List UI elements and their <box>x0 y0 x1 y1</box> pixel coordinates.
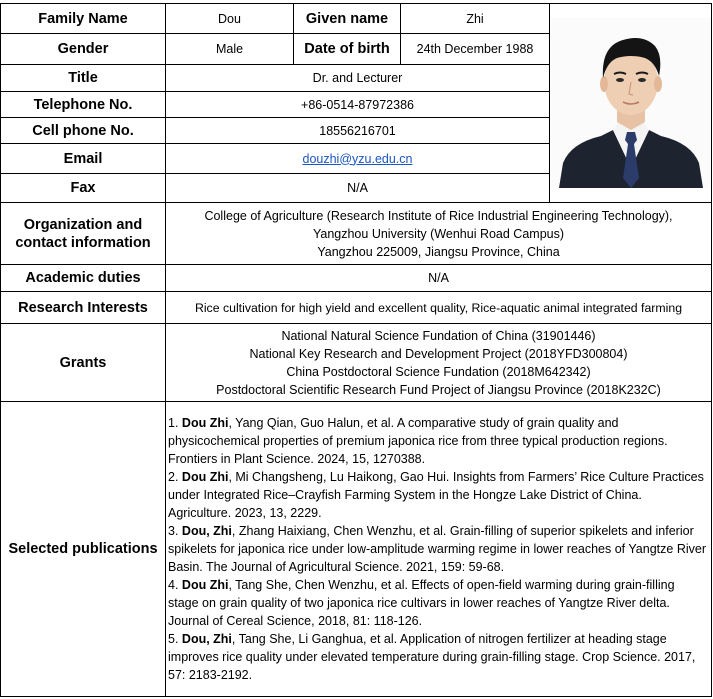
research-interests-label: Research Interests <box>1 292 166 324</box>
email-link[interactable]: douzhi@yzu.edu.cn <box>302 151 413 166</box>
dob-value: 24th December 1988 <box>401 34 550 65</box>
publications-label: Selected publications <box>1 402 166 697</box>
publication-number: 1. <box>168 416 179 430</box>
cv-table <box>0 3 712 697</box>
fax-value: N/A <box>166 174 550 203</box>
gender-value: Male <box>166 34 294 65</box>
telephone-label: Telephone No. <box>1 92 166 118</box>
title-label: Title <box>1 65 166 92</box>
email-label: Email <box>1 144 166 174</box>
publication-number: 5. <box>168 632 179 646</box>
publication-number: 2. <box>168 470 179 484</box>
publications-list <box>166 402 712 697</box>
publication-item <box>168 414 707 468</box>
publication-number: 3. <box>168 524 179 538</box>
academic-duties-value: N/A <box>166 265 712 292</box>
organization-line: College of Agriculture (Research Institute of Rice Industrial Engineering Technology), <box>204 208 673 223</box>
organization-line: Yangzhou 225009, Jiangsu Province, China <box>317 244 560 259</box>
title-value: Dr. and Lecturer <box>166 65 550 92</box>
publication-author: Dou Zhi <box>181 470 229 484</box>
given-name-value: Zhi <box>401 4 550 34</box>
publication-item <box>168 468 707 522</box>
portrait-image <box>551 18 711 188</box>
publication-text: , Zhang Haixiang, Chen Wenzhu, et al. Grain-filling of superior spikelets and inferior spikelets for japonica rice under low-amplitude warming regime in lower reaches of Yangtze River Basin. The Journal of Agricultural Science. 2021, 159: 59-68. <box>168 524 706 574</box>
family-name-value: Dou <box>166 4 294 34</box>
publication-text: , Tang She, Chen Wenzhu, et al. Effects of open-field warming during grain-filling stage on grain quality of two japonica rice cultivars in lower reaches of Yangtze River delta. Journal of Cereal Science, 2018, 81: 118-126. <box>168 578 675 628</box>
profile-photo <box>550 4 712 203</box>
academic-duties-label: Academic duties <box>1 265 166 292</box>
publication-author: Dou Zhi <box>181 578 229 592</box>
publication-item <box>168 522 707 576</box>
dob-label: Date of birth <box>294 34 401 65</box>
publication-author: Dou Zhi <box>181 416 229 430</box>
publication-text: , Mi Changsheng, Lu Haikong, Gao Hui. Insights from Farmers’ Rice Culture Practices under Integrated Rice–Crayfish Farming System in the Hongze Lake District of China. Agriculture. 2023, 13, 2229. <box>168 470 704 520</box>
telephone-value: +86-0514-87972386 <box>166 92 550 118</box>
fax-label: Fax <box>1 174 166 203</box>
organization-line: Yangzhou University (Wenhui Road Campus) <box>312 226 565 241</box>
family-name-label: Family Name <box>1 4 166 34</box>
research-interests-value: Rice cultivation for high yield and excellent quality, Rice-aquatic animal integrated farming <box>166 292 712 324</box>
publication-author: Dou, Zhi <box>181 524 232 538</box>
gender-label: Gender <box>1 34 166 65</box>
grant-item: China Postdoctoral Science Fundation (2018M642342) <box>286 364 591 379</box>
grants-label: Grants <box>1 324 166 402</box>
cell-phone-label: Cell phone No. <box>1 118 166 144</box>
publication-text: , Tang She, Li Ganghua, et al. Application of nitrogen fertilizer at heading stage improves rice quality under elevated temperature during grain-filling stage. Crop Science. 2017, 57: 2183-2192. <box>168 632 696 682</box>
grant-item: National Key Research and Development Project (2018YFD300804) <box>249 346 628 361</box>
publication-author: Dou, Zhi <box>181 632 232 646</box>
publication-text: , Yang Qian, Guo Halun, et al. A comparative study of grain quality and physicochemical properties of premium japonica rice from three typical production regions. Frontiers in Plant Science. 2024, 15, 1270388. <box>168 416 668 466</box>
grant-item: National Natural Science Fundation of China (31901446) <box>281 328 596 343</box>
publication-item <box>168 630 707 684</box>
email-cell <box>166 144 550 174</box>
publication-item <box>168 576 707 630</box>
grant-item: Postdoctoral Scientific Research Fund Project of Jiangsu Province (2018K232C) <box>216 382 661 397</box>
organization-label: Organization and contact information <box>1 203 166 265</box>
publication-number: 4. <box>168 578 179 592</box>
grants-value <box>166 324 712 402</box>
cell-phone-value: 18556216701 <box>166 118 550 144</box>
given-name-label: Given name <box>294 4 401 34</box>
organization-value <box>166 203 712 265</box>
